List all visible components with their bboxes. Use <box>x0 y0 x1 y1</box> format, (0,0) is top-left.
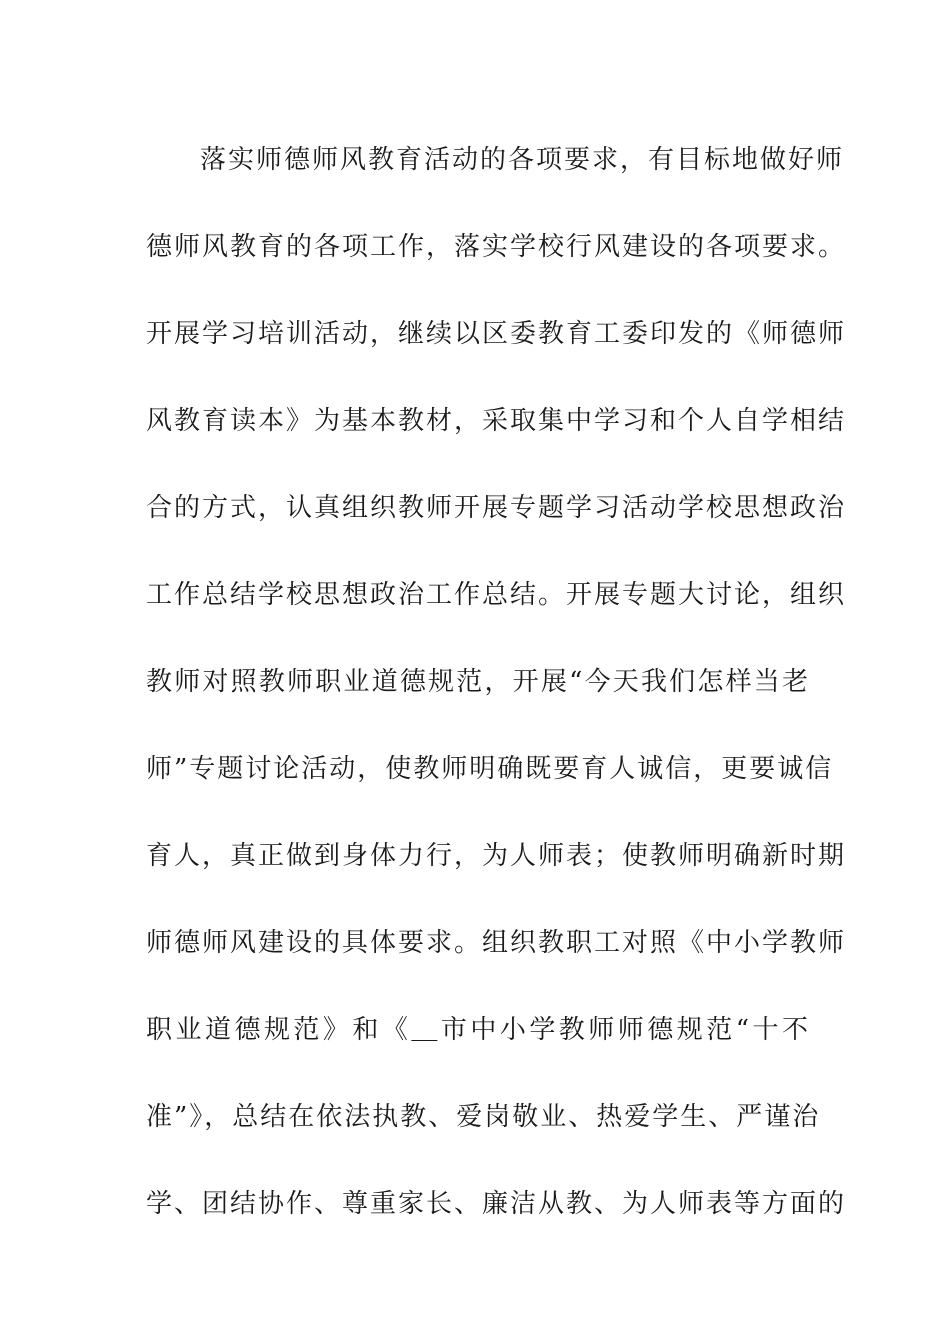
paragraph-line-9: 育人，真正做到身体力行，为人师表；使教师明确新时期 <box>146 841 847 871</box>
paragraph-line-3: 开展学习培训活动，继续以区委教育工委印发的《师德师 <box>146 319 847 349</box>
paragraph-line-11: 职业道德规范》和《＿市中小学教师师德规范“十不 <box>146 1015 810 1045</box>
paragraph-line-7: 教师对照教师职业道德规范，开展“今天我们怎样当老 <box>146 667 810 697</box>
paragraph-line-10: 师德师风建设的具体要求。组织教职工对照《中小学教师 <box>146 928 847 958</box>
paragraph-line-4: 风教育读本》为基本教材，采取集中学习和个人自学相结 <box>146 406 847 436</box>
paragraph-line-12: 准”》，总结在依法执教、爱岗敬业、热爱学生、严谨治 <box>146 1102 821 1132</box>
paragraph-line-8: 师”专题讨论活动，使教师明确既要育人诚信，更要诚信 <box>146 754 834 784</box>
paragraph-line-2: 德师风教育的各项工作，落实学校行风建设的各项要求。 <box>146 232 847 262</box>
paragraph-line-1: 落实师德师风教育活动的各项要求，有目标地做好师 <box>200 145 845 175</box>
paragraph-line-5: 合的方式，认真组织教师开展专题学习活动学校思想政治 <box>146 493 847 523</box>
paragraph-line-6: 工作总结学校思想政治工作总结。开展专题大讨论，组织 <box>146 580 847 610</box>
paragraph-line-13: 学、团结协作、尊重家长、廉洁从教、为人师表等方面的 <box>146 1189 847 1219</box>
